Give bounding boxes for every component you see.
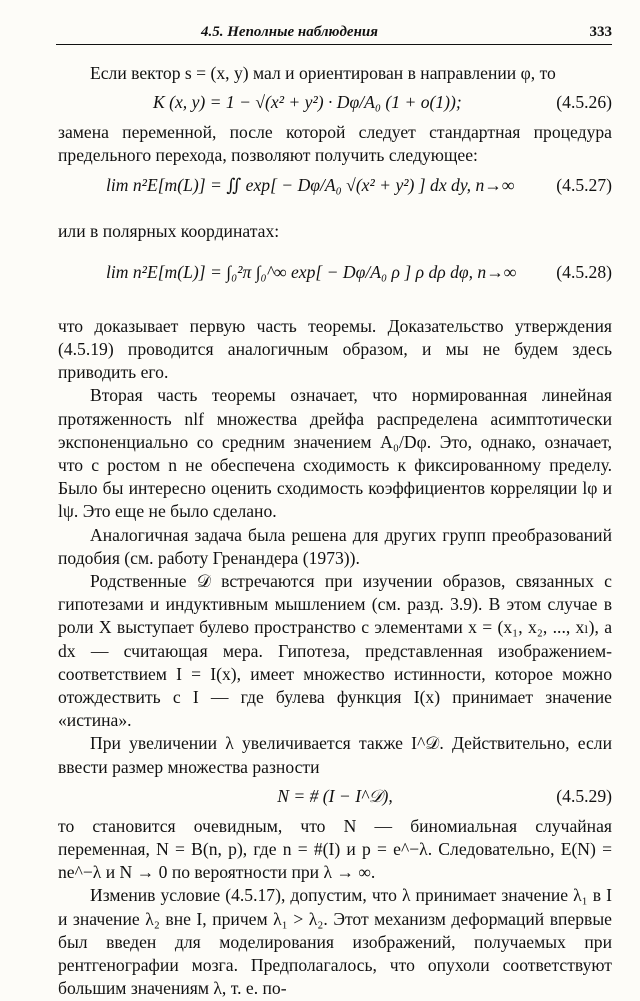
equation-number: (4.5.26) [556,92,612,113]
section-title: 4.5. Неполные наблюдения [201,24,378,40]
equation-text: lim n²E[m(L)] = ∫₀²π ∫₀^∞ exp[ − Dφ/A₀ ρ ] ρ dρ dφ, n→∞ [106,261,517,282]
equation-4-5-29 [58,779,612,815]
equation-4-5-27 [58,168,612,220]
equation-number: (4.5.27) [556,174,612,195]
paragraph: то становится очевидным, что N — биномиальная случайная переменная, N = B(n, p), где n = #(I) и p = e^−λ. Следовательно, E(N) = ne^−λ и N → 0 по вероятности при λ → ∞. [58,815,612,883]
equation-number: (4.5.28) [556,261,612,282]
paragraph: замена переменной, после которой следует стандартная процедура предельного перехода, позволяют получить следующее: [58,122,612,166]
running-header [56,20,612,45]
paragraph: При увеличении λ увеличивается также I^𝒟. Действительно, если ввести размер множества разности [58,733,612,777]
paragraph: Аналогичная задача была решена для других групп преобразований подобия (см. работу Гренандера (1973)). [58,524,612,568]
equation-number: (4.5.29) [556,785,612,806]
page-number: 333 [589,24,612,40]
equation-4-5-26 [58,85,612,121]
paragraph: что доказывает первую часть теоремы. Доказательство утверждения (4.5.19) проводится аналогичным образом, и мы не будем здесь приводить его. [58,315,612,383]
paragraph: Родственные 𝒟 встречаются при изучении образов, связанных с гипотезами и индуктивным мышлением (см. разд. 3.9). В этом случае в роли X выступает булево пространство с элементами x = (x₁, x₂, ..., xₗ), а dx — считающая мера. Гипотеза, представленная изображением-соответствием I = I(x), имеет множество истинности, которое можно отождествить с I — где булева функция I(x) принимает значение «истина». [58,571,612,731]
paragraph: Вторая часть теоремы означает, что нормированная линейная протяженность nlf множества дрейфа распределена асимптотически экспоненциально со средним значением A₀/Dφ. Это, однако, означает, что с ростом n не обеспечена сходимость к фиксированному пределу. Было бы интересно оценить сходимость коэффициентов корреляции lφ и lψ. Это еще не было сделано. [58,385,612,522]
equation-text: N = # (I − I^𝒟), [277,785,393,806]
equation-text: K (x, y) = 1 − √(x² + y²) · Dφ/A₀ (1 + o(1)); [153,92,462,113]
equation-4-5-28 [58,243,612,315]
paragraph: или в полярных координатах: [58,220,280,241]
equation-text: lim n²E[m(L)] = ∬ exp[ − Dφ/A₀ √(x² + y²) ] dx dy, n→∞ [106,174,515,195]
paragraph: Изменив условие (4.5.17), допустим, что λ принимает значение λ₁ в I и значение λ₂ вне I, причем λ₁ > λ₂. Этот механизм деформаций впервые был введен для моделирования изображений, получаемых при рентгенографии мозга. Предполагалось, что опухоли соответствуют большим значениям λ, т. е. по- [58,885,612,999]
page-body [58,62,612,1001]
paragraph: Если вектор s = (x, y) мал и ориентирован в направлении φ, то [90,63,556,83]
